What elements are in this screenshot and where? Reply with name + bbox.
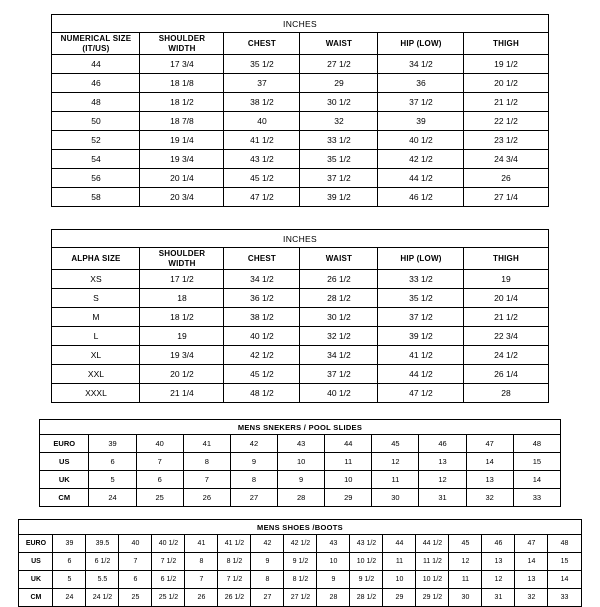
cell: 6	[119, 571, 152, 589]
table-header-row	[52, 33, 548, 55]
cell: 8	[251, 571, 284, 589]
cell: 32 1/2	[300, 327, 378, 346]
cell: 35 1/2	[378, 289, 464, 308]
table-row	[40, 471, 561, 489]
row-label: EURO	[19, 535, 53, 553]
cell: 46 1/2	[378, 188, 464, 207]
column-header-line2: (IT/US)	[82, 44, 110, 53]
cell: 22 3/4	[464, 327, 548, 346]
cell: 9 1/2	[284, 553, 317, 571]
row-label: UK	[19, 571, 53, 589]
cell: 48	[52, 93, 140, 112]
cell: 47 1/2	[224, 188, 300, 207]
sneakers-table-title: MENS SNEKERS / POOL SLIDES	[40, 420, 561, 435]
cell: 25	[136, 489, 183, 507]
cell: 45 1/2	[224, 365, 300, 384]
cell: 40 1/2	[224, 327, 300, 346]
cell: 6 1/2	[86, 553, 119, 571]
cell: 7	[119, 553, 152, 571]
cell: 41 1/2	[224, 131, 300, 150]
cell: 11 1/2	[416, 553, 449, 571]
table-row	[19, 553, 581, 571]
cell: 21 1/2	[464, 308, 548, 327]
cell: 22 1/2	[464, 112, 548, 131]
cell: 28	[278, 489, 325, 507]
cell: 19 1/4	[140, 131, 224, 150]
table-title-row	[40, 420, 561, 435]
cell: 20 1/4	[464, 289, 548, 308]
cell: 47 1/2	[378, 384, 464, 403]
table-row	[52, 150, 548, 169]
cell: 38 1/2	[224, 93, 300, 112]
column-header-line1: SHOULDER	[158, 34, 206, 43]
cell: 31	[482, 589, 515, 607]
table-title-row	[52, 230, 548, 248]
cell: 8 1/2	[218, 553, 251, 571]
cell: 27	[251, 589, 284, 607]
cell: 28 1/2	[350, 589, 383, 607]
cell: 6 1/2	[152, 571, 185, 589]
cell: 44 1/2	[378, 365, 464, 384]
cell: 42	[230, 435, 277, 453]
cell: 48 1/2	[224, 384, 300, 403]
row-label: CM	[40, 489, 89, 507]
cell: 30 1/2	[300, 308, 378, 327]
cell: 39	[378, 112, 464, 131]
cell: 19	[464, 270, 548, 289]
cell: 32	[515, 589, 548, 607]
column-header-line2: WIDTH	[168, 259, 196, 268]
cell: 26	[183, 489, 230, 507]
cell: 29	[300, 74, 378, 93]
cell: M	[52, 308, 140, 327]
cell: XL	[52, 346, 140, 365]
cell: 12	[482, 571, 515, 589]
column-header: HIP (LOW)	[378, 248, 464, 270]
table-row	[52, 384, 548, 403]
cell: 25 1/2	[152, 589, 185, 607]
cell: 7	[183, 471, 230, 489]
cell: 30 1/2	[300, 93, 378, 112]
cell: 18 1/8	[140, 74, 224, 93]
cell: 12	[449, 553, 482, 571]
cell: XXL	[52, 365, 140, 384]
cell: 14	[515, 553, 548, 571]
cell: 7	[185, 571, 218, 589]
row-label: EURO	[40, 435, 89, 453]
cell: 24 3/4	[464, 150, 548, 169]
cell: 44	[383, 535, 416, 553]
cell: L	[52, 327, 140, 346]
cell: 45	[449, 535, 482, 553]
cell: 34 1/2	[224, 270, 300, 289]
cell: 47	[466, 435, 513, 453]
section-gap	[0, 207, 600, 229]
table-row	[19, 571, 581, 589]
table-title-row	[19, 520, 581, 535]
cell: 10	[325, 471, 372, 489]
cell: 14	[548, 571, 581, 589]
cell: XS	[52, 270, 140, 289]
cell: 13	[466, 471, 513, 489]
section-gap	[0, 507, 600, 519]
cell: 31	[419, 489, 466, 507]
numerical-size-table	[51, 14, 548, 207]
cell: 19 3/4	[140, 346, 224, 365]
cell: 19	[140, 327, 224, 346]
cell: 26 1/2	[218, 589, 251, 607]
cell: 40	[119, 535, 152, 553]
cell: 54	[52, 150, 140, 169]
cell: 39	[89, 435, 136, 453]
cell: 30	[449, 589, 482, 607]
column-header-line1: SHOULDER	[158, 249, 206, 258]
column-header: THIGH	[464, 248, 548, 270]
cell: 40	[224, 112, 300, 131]
alpha-table-title: INCHES	[52, 230, 548, 248]
cell: 18 1/2	[140, 93, 224, 112]
cell: 20 3/4	[140, 188, 224, 207]
cell: 37 1/2	[300, 169, 378, 188]
cell: 10	[278, 453, 325, 471]
table-row	[40, 453, 561, 471]
cell: 30	[372, 489, 419, 507]
cell: 9	[317, 571, 350, 589]
table-row	[52, 327, 548, 346]
cell: 34 1/2	[300, 346, 378, 365]
alpha-size-table	[51, 229, 548, 403]
cell: 42	[251, 535, 284, 553]
cell: S	[52, 289, 140, 308]
cell: 18	[140, 289, 224, 308]
cell: 36 1/2	[224, 289, 300, 308]
table-row	[52, 346, 548, 365]
column-header: THIGH	[464, 33, 548, 55]
table-row	[52, 308, 548, 327]
cell: 48	[548, 535, 581, 553]
table-row	[19, 589, 581, 607]
cell: 47	[515, 535, 548, 553]
cell: 21 1/2	[464, 93, 548, 112]
row-label: CM	[19, 589, 53, 607]
cell: 27 1/2	[284, 589, 317, 607]
cell: 13	[515, 571, 548, 589]
table-row	[52, 112, 548, 131]
cell: 40	[136, 435, 183, 453]
cell: 43	[278, 435, 325, 453]
cell: 18 7/8	[140, 112, 224, 131]
cell: 37	[224, 74, 300, 93]
cell: 43 1/2	[350, 535, 383, 553]
mens-sneakers-table	[39, 419, 561, 507]
cell: 5.5	[86, 571, 119, 589]
column-header	[140, 248, 224, 270]
cell: 8 1/2	[284, 571, 317, 589]
cell: 11	[449, 571, 482, 589]
cell: 17 1/2	[140, 270, 224, 289]
cell: 17 3/4	[140, 55, 224, 74]
table-title-row	[52, 15, 548, 33]
cell: 24	[89, 489, 136, 507]
cell: 29 1/2	[416, 589, 449, 607]
boots-table-title: MENS SHOES /BOOTS	[19, 520, 581, 535]
cell: 42 1/2	[224, 346, 300, 365]
cell: 11	[372, 471, 419, 489]
cell: 42 1/2	[378, 150, 464, 169]
cell: 32	[300, 112, 378, 131]
cell: 41 1/2	[378, 346, 464, 365]
cell: 33 1/2	[300, 131, 378, 150]
cell: 15	[513, 453, 560, 471]
column-header-line2: WIDTH	[168, 44, 196, 53]
cell: 37 1/2	[300, 365, 378, 384]
cell: 44	[325, 435, 372, 453]
column-header-line1: NUMERICAL SIZE	[60, 34, 132, 43]
cell: 7 1/2	[218, 571, 251, 589]
cell: 29	[383, 589, 416, 607]
cell: 15	[548, 553, 581, 571]
cell: 11	[325, 453, 372, 471]
cell: 26	[464, 169, 548, 188]
cell: 52	[52, 131, 140, 150]
cell: 33 1/2	[378, 270, 464, 289]
cell: 46	[482, 535, 515, 553]
cell: 5	[89, 471, 136, 489]
table-header-row	[52, 248, 548, 270]
cell: 14	[466, 453, 513, 471]
cell: 40 1/2	[300, 384, 378, 403]
cell: 28 1/2	[300, 289, 378, 308]
cell: 5	[53, 571, 86, 589]
cell: 12	[372, 453, 419, 471]
cell: 10 1/2	[416, 571, 449, 589]
column-header: ALPHA SIZE	[52, 248, 140, 270]
cell: 43	[317, 535, 350, 553]
cell: 42 1/2	[284, 535, 317, 553]
table-row	[52, 188, 548, 207]
cell: 27 1/2	[300, 55, 378, 74]
table-row	[52, 365, 548, 384]
column-header: HIP (LOW)	[378, 33, 464, 55]
cell: 35 1/2	[224, 55, 300, 74]
column-header	[140, 33, 224, 55]
cell: 44 1/2	[416, 535, 449, 553]
cell: 50	[52, 112, 140, 131]
cell: 21 1/4	[140, 384, 224, 403]
cell: 8	[230, 471, 277, 489]
cell: 14	[513, 471, 560, 489]
cell: 9	[251, 553, 284, 571]
table-row	[52, 55, 548, 74]
cell: 39.5	[86, 535, 119, 553]
cell: 56	[52, 169, 140, 188]
cell: 41	[183, 435, 230, 453]
cell: 29	[325, 489, 372, 507]
table-row	[19, 535, 581, 553]
cell: 20 1/2	[140, 365, 224, 384]
table-row	[52, 289, 548, 308]
section-gap	[0, 403, 600, 419]
cell: 44	[52, 55, 140, 74]
cell: 12	[419, 471, 466, 489]
cell: 9 1/2	[350, 571, 383, 589]
cell: 32	[466, 489, 513, 507]
cell: 44 1/2	[378, 169, 464, 188]
cell: 20 1/4	[140, 169, 224, 188]
cell: 28	[464, 384, 548, 403]
table-row	[52, 169, 548, 188]
cell: 11	[383, 553, 416, 571]
row-label: US	[19, 553, 53, 571]
cell: 7	[136, 453, 183, 471]
cell: 6	[136, 471, 183, 489]
cell: 13	[419, 453, 466, 471]
cell: 45 1/2	[224, 169, 300, 188]
cell: 10	[383, 571, 416, 589]
mens-shoes-boots-table	[18, 519, 581, 607]
cell: 34 1/2	[378, 55, 464, 74]
column-header: WAIST	[300, 33, 378, 55]
table-row	[40, 435, 561, 453]
cell: 19 3/4	[140, 150, 224, 169]
cell: 9	[278, 471, 325, 489]
table-row	[52, 270, 548, 289]
cell: 37 1/2	[378, 93, 464, 112]
cell: 40 1/2	[378, 131, 464, 150]
cell: 45	[372, 435, 419, 453]
cell: 35 1/2	[300, 150, 378, 169]
cell: 8	[185, 553, 218, 571]
cell: 6	[89, 453, 136, 471]
cell: 48	[513, 435, 560, 453]
cell: 19 1/2	[464, 55, 548, 74]
table-row	[52, 74, 548, 93]
column-header: CHEST	[224, 248, 300, 270]
row-label: US	[40, 453, 89, 471]
cell: 26	[185, 589, 218, 607]
column-header	[52, 33, 140, 55]
cell: 38 1/2	[224, 308, 300, 327]
cell: 8	[183, 453, 230, 471]
cell: 39 1/2	[300, 188, 378, 207]
column-header: CHEST	[224, 33, 300, 55]
cell: 25	[119, 589, 152, 607]
cell: 39	[53, 535, 86, 553]
table-row	[52, 131, 548, 150]
cell: 24	[53, 589, 86, 607]
cell: 33	[513, 489, 560, 507]
row-label: UK	[40, 471, 89, 489]
cell: 23 1/2	[464, 131, 548, 150]
cell: 33	[548, 589, 581, 607]
cell: 27	[230, 489, 277, 507]
cell: 9	[230, 453, 277, 471]
cell: 36	[378, 74, 464, 93]
column-header: WAIST	[300, 248, 378, 270]
cell: 40 1/2	[152, 535, 185, 553]
cell: 6	[53, 553, 86, 571]
numerical-table-title: INCHES	[52, 15, 548, 33]
cell: 26 1/4	[464, 365, 548, 384]
cell: 46	[419, 435, 466, 453]
table-row	[52, 93, 548, 112]
cell: 7 1/2	[152, 553, 185, 571]
cell: 10	[317, 553, 350, 571]
cell: 10 1/2	[350, 553, 383, 571]
cell: 28	[317, 589, 350, 607]
cell: 18 1/2	[140, 308, 224, 327]
table-row	[40, 489, 561, 507]
cell: 13	[482, 553, 515, 571]
cell: 41 1/2	[218, 535, 251, 553]
cell: 20 1/2	[464, 74, 548, 93]
cell: XXXL	[52, 384, 140, 403]
cell: 24 1/2	[86, 589, 119, 607]
cell: 46	[52, 74, 140, 93]
cell: 58	[52, 188, 140, 207]
cell: 24 1/2	[464, 346, 548, 365]
cell: 37 1/2	[378, 308, 464, 327]
cell: 27 1/4	[464, 188, 548, 207]
cell: 39 1/2	[378, 327, 464, 346]
cell: 41	[185, 535, 218, 553]
cell: 26 1/2	[300, 270, 378, 289]
cell: 43 1/2	[224, 150, 300, 169]
